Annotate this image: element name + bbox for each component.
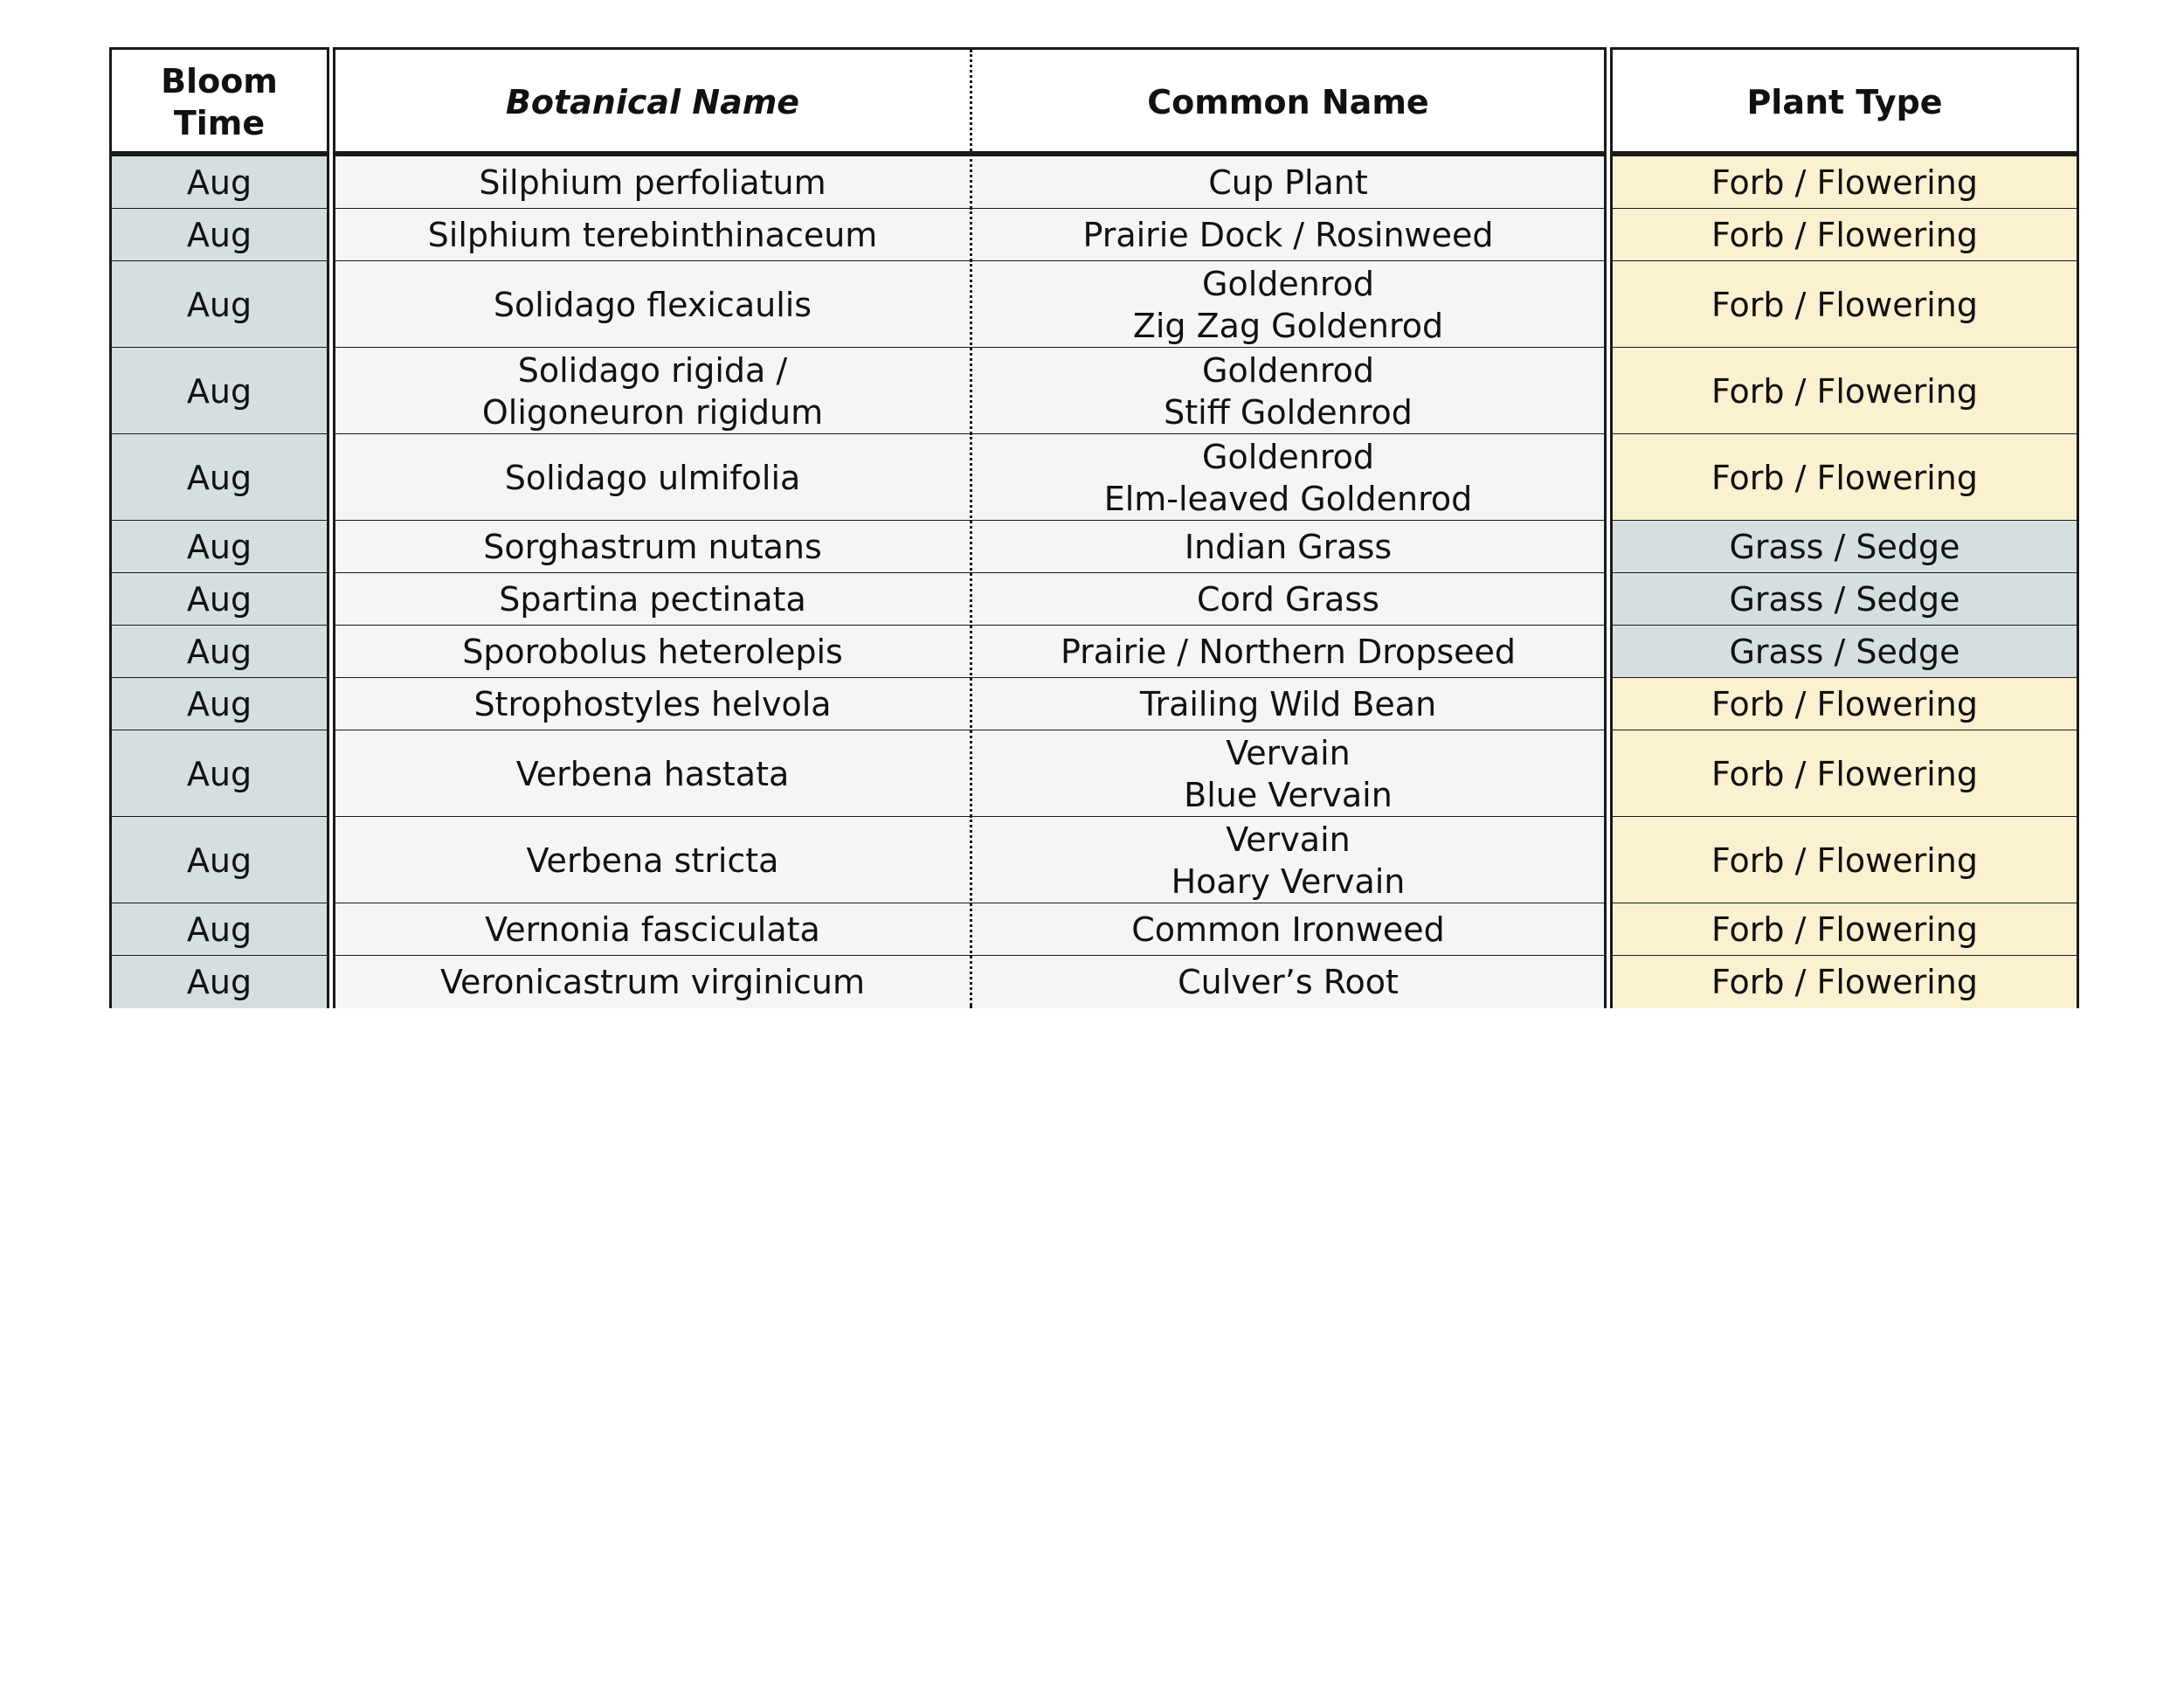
- plant-type-cell: Grass / Sedge: [1613, 573, 2077, 626]
- bloom-time-cell: Aug: [112, 434, 327, 521]
- plant-type-cell: Forb / Flowering: [1613, 678, 2077, 730]
- plant-type-column: [1610, 47, 2079, 1008]
- common-name-cell: Vervain Blue Vervain: [972, 730, 1604, 817]
- bloom-time-cell: Aug: [112, 626, 327, 678]
- common-name-cell: Goldenrod Elm-leaved Goldenrod: [972, 434, 1604, 521]
- bloom-time-cell: Aug: [112, 903, 327, 956]
- common-name-cell: Vervain Hoary Vervain: [972, 817, 1604, 903]
- plant-type-cell: Forb / Flowering: [1613, 209, 2077, 261]
- plant-type-cell: Forb / Flowering: [1613, 730, 2077, 817]
- common-name-cell: Prairie / Northern Dropseed: [972, 626, 1604, 678]
- common-name-cell: Goldenrod Zig Zag Goldenrod: [972, 261, 1604, 348]
- common-name-cell: Indian Grass: [972, 521, 1604, 573]
- botanical-name-cell: Strophostyles helvola: [335, 678, 970, 730]
- botanical-name-cell: Solidago rigida / Oligoneuron rigidum: [335, 348, 970, 434]
- common-name-cell: Common Ironweed: [972, 903, 1604, 956]
- bloom-time-cell: Aug: [112, 817, 327, 903]
- common-name-cell: Culver’s Root: [972, 956, 1604, 1008]
- botanical-name-cell: Verbena hastata: [335, 730, 970, 817]
- botanical-name-cell: Verbena stricta: [335, 817, 970, 903]
- plant-type-cell: Grass / Sedge: [1613, 626, 2077, 678]
- bloom-time-cell: Aug: [112, 209, 327, 261]
- bloom-time-cell: Aug: [112, 678, 327, 730]
- plant-type-cell: Grass / Sedge: [1613, 521, 2077, 573]
- botanical-name-cell: Silphium perfoliatum: [335, 156, 970, 209]
- header-botanical-name: Botanical Name: [335, 50, 970, 154]
- bloom-time-cell: Aug: [112, 956, 327, 1008]
- bloom-time-cell: Aug: [112, 573, 327, 626]
- names-column: [333, 47, 1607, 1008]
- plant-type-cell: Forb / Flowering: [1613, 434, 2077, 521]
- botanical-name-cell: Veronicastrum virginicum: [335, 956, 970, 1008]
- botanical-name-cell: Solidago ulmifolia: [335, 434, 970, 521]
- botanical-name-cell: Vernonia fasciculata: [335, 903, 970, 956]
- common-name-cell: Cup Plant: [972, 156, 1604, 209]
- botanical-name-cell: Solidago flexicaulis: [335, 261, 970, 348]
- botanical-name-cell: Sporobolus heterolepis: [335, 626, 970, 678]
- plant-type-cell: Forb / Flowering: [1613, 261, 2077, 348]
- bloom-time-cell: Aug: [112, 730, 327, 817]
- botanical-name-cell: Spartina pectinata: [335, 573, 970, 626]
- common-name-cell: Goldenrod Stiff Goldenrod: [972, 348, 1604, 434]
- plant-type-cell: Forb / Flowering: [1613, 348, 2077, 434]
- header-plant-type: Plant Type: [1613, 50, 2077, 154]
- botanical-name-cell: Silphium terebinthinaceum: [335, 209, 970, 261]
- plant-type-cell: Forb / Flowering: [1613, 156, 2077, 209]
- bloom-time-column: [109, 47, 329, 1008]
- botanical-name-cell: Sorghastrum nutans: [335, 521, 970, 573]
- bloom-time-cell: Aug: [112, 261, 327, 348]
- bloom-time-cell: Aug: [112, 348, 327, 434]
- common-name-cell: Cord Grass: [972, 573, 1604, 626]
- plant-type-cell: Forb / Flowering: [1613, 956, 2077, 1008]
- bloom-time-cell: Aug: [112, 156, 327, 209]
- plant-type-cell: Forb / Flowering: [1613, 903, 2077, 956]
- plant-type-cell: Forb / Flowering: [1613, 817, 2077, 903]
- common-name-cell: Trailing Wild Bean: [972, 678, 1604, 730]
- common-name-cell: Prairie Dock / Rosinweed: [972, 209, 1604, 261]
- header-bloom-time: Bloom Time: [112, 50, 327, 154]
- header-common-name: Common Name: [972, 50, 1604, 154]
- bloom-time-cell: Aug: [112, 521, 327, 573]
